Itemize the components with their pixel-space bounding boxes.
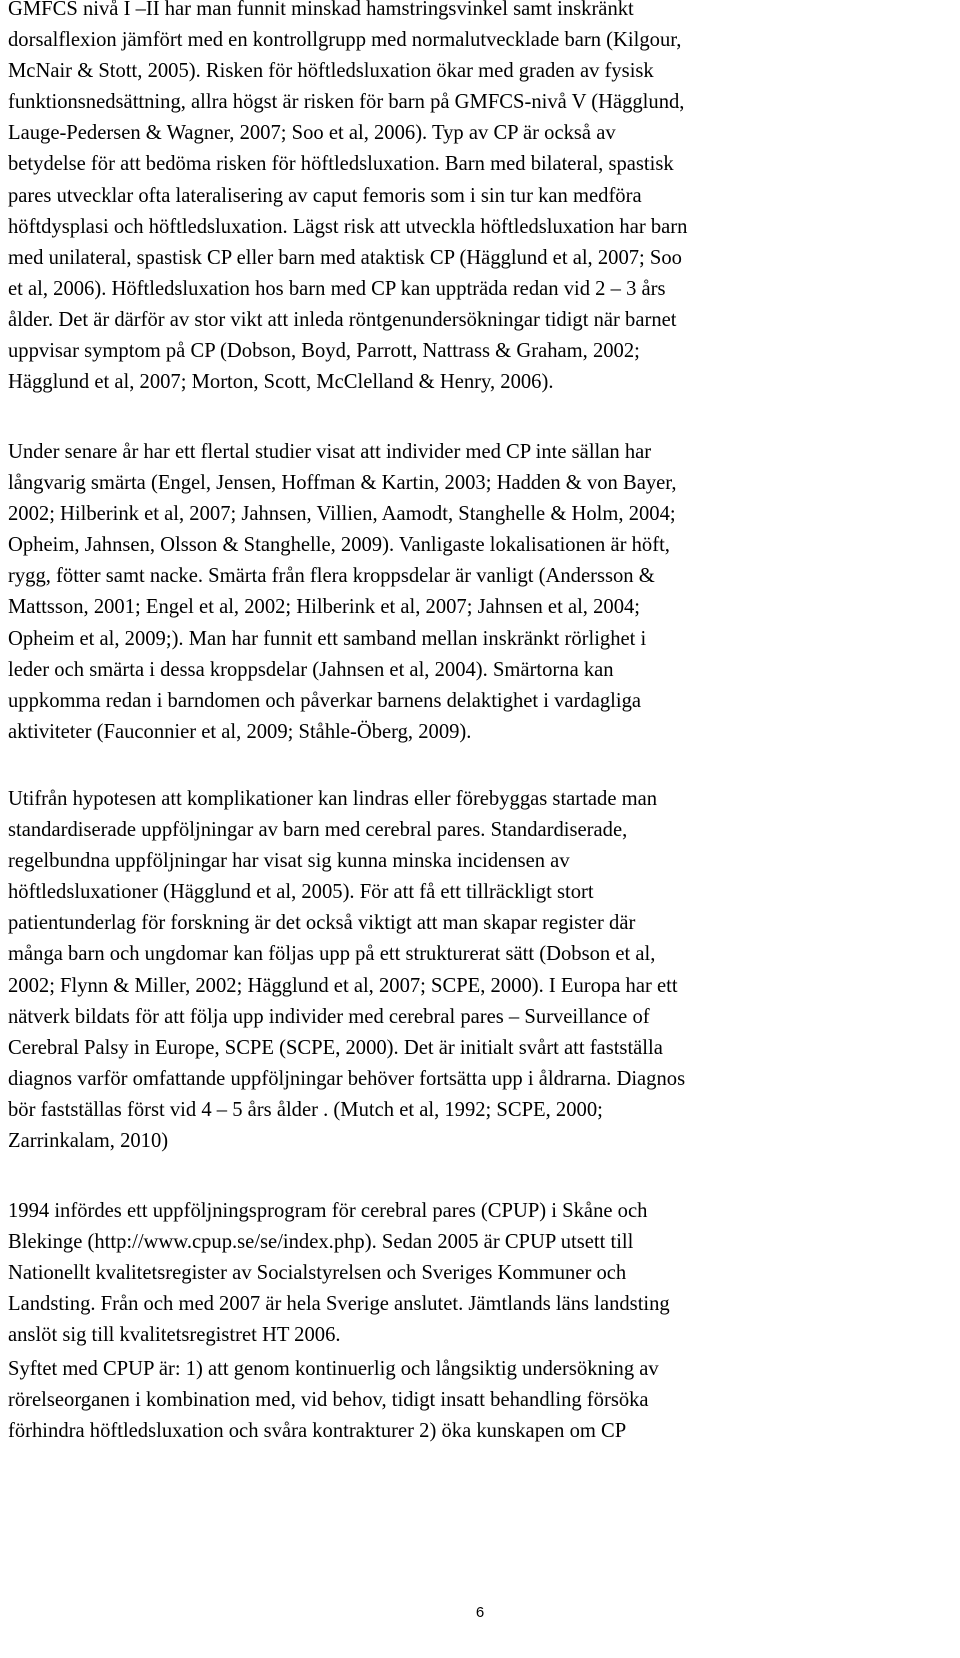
text-line: 2002; Flynn & Miller, 2002; Hägglund et al, 2007; SCPE, 2000). I Europa har ett — [8, 974, 678, 997]
text-line: dorsalflexion jämfört med en kontrollgrupp med normalutvecklade barn (Kilgour, — [8, 29, 682, 52]
text-line: Opheim et al, 2009;). Man har funnit ett samband mellan inskränkt rörlighet i — [8, 627, 647, 650]
text-line: med unilateral, spastisk CP eller barn med ataktisk CP (Hägglund et al, 2007; Soo — [8, 246, 682, 269]
text-line: Landsting. Från och med 2007 är hela Sverige anslutet. Jämtlands läns landsting — [8, 1293, 670, 1316]
text-line: pares utvecklar ofta lateralisering av caput femoris som i sin tur kan medföra — [8, 184, 642, 207]
paragraph-hip-luxation — [8, 0, 687, 398]
text-line: anslöt sig till kvalitetsregistret HT 2006. — [8, 1324, 341, 1347]
text-line: ålder. Det är därför av stor vikt att inleda röntgenundersökningar tidigt när barnet — [8, 308, 677, 331]
text-line: uppvisar symptom på CP (Dobson, Boyd, Parrott, Nattrass & Graham, 2002; — [8, 340, 640, 363]
text-line: funktionsnedsättning, allra högst är risken för barn på GMFCS-nivå V (Hägglund, — [8, 91, 685, 114]
text-line: regelbundna uppföljningar har visat sig kunna minska incidensen av — [8, 850, 570, 873]
text-line: 1994 infördes ett uppföljningsprogram för cerebral pares (CPUP) i Skåne och — [8, 1200, 648, 1222]
text-line: et al, 2006). Höftledsluxation hos barn med CP kan uppträda redan vid 2 – 3 års — [8, 277, 666, 300]
text-line: långvarig smärta (Engel, Jensen, Hoffman & Kartin, 2003; Hadden & von Bayer, — [8, 472, 677, 495]
text-line: rörelseorganen i kombination med, vid behov, tidigt insatt behandling försöka — [8, 1389, 649, 1412]
paragraph-pain — [8, 437, 677, 748]
paragraph-cpup-history — [8, 1196, 670, 1351]
text-line: rygg, fötter samt nacke. Smärta från flera kroppsdelar är vanligt (Andersson & — [8, 565, 655, 588]
text-line: leder och smärta i dessa kroppsdelar (Jahnsen et al, 2004). Smärtorna kan — [8, 658, 614, 681]
text-line: McNair & Stott, 2005). Risken för höftledsluxation ökar med graden av fysisk — [8, 60, 654, 83]
paragraph-cpup-purpose — [8, 1354, 659, 1447]
text-line: aktiviteter (Fauconnier et al, 2009; Ståhle-Öberg, 2009). — [8, 720, 472, 743]
text-line: förhindra höftledsluxation och svåra kontrakturer 2) öka kunskapen om CP — [8, 1420, 627, 1443]
text-line: Lauge-Pedersen & Wagner, 2007; Soo et al, 2006). Typ av CP är också av — [8, 122, 616, 145]
text-line: betydelse för att bedöma risken för höftledsluxation. Barn med bilateral, spastisk — [8, 153, 674, 176]
text-line: 2002; Hilberink et al, 2007; Jahnsen, Villien, Aamodt, Stanghelle & Holm, 2004; — [8, 503, 676, 526]
text-line: Opheim, Jahnsen, Olsson & Stanghelle, 2009). Vanligaste lokalisationen är höft, — [8, 534, 670, 557]
page-number: 6 — [475, 1604, 485, 1621]
text-line: höftdysplasi och höftledsluxation. Lägst risk att utveckla höftledsluxation har barn — [8, 215, 688, 238]
text-line: Cerebral Palsy in Europe, SCPE (SCPE, 2000). Det är initialt svårt att fastställa — [8, 1036, 663, 1059]
text-line: Mattsson, 2001; Engel et al, 2002; Hilberink et al, 2007; Jahnsen et al, 2004; — [8, 596, 641, 619]
text-line: uppkomma redan i barndomen och påverkar barnens delaktighet i vardagliga — [8, 689, 642, 712]
text-line: Zarrinkalam, 2010) — [8, 1130, 169, 1153]
text-line: patientunderlag för forskning är det också viktigt att man skapar register där — [8, 912, 636, 935]
text-line: standardiserade uppföljningar av barn med cerebral pares. Standardiserade, — [8, 819, 628, 842]
text-line: många barn och ungdomar kan följas upp på ett strukturerat sätt (Dobson et al, — [8, 943, 656, 966]
paragraph-follow-up — [8, 784, 685, 1157]
text-line: Syftet med CPUP är: 1) att genom kontinuerlig och långsiktig undersökning av — [8, 1358, 659, 1380]
text-line: bör fastställas först vid 4 – 5 års ålder . (Mutch et al, 1992; SCPE, 2000; — [8, 1098, 603, 1121]
text-line: Nationellt kvalitetsregister av Socialstyrelsen och Sveriges Kommuner och — [8, 1262, 627, 1285]
text-line: Utifrån hypotesen att komplikationer kan lindras eller förebyggas startade man — [8, 788, 658, 810]
text-line: GMFCS nivå I –II har man funnit minskad hamstringsvinkel samt inskränkt — [8, 0, 634, 20]
text-line: Hägglund et al, 2007; Morton, Scott, McClelland & Henry, 2006). — [8, 371, 554, 394]
text-line: Under senare år har ett flertal studier visat att individer med CP inte sällan har — [8, 441, 652, 463]
text-line: höftledsluxationer (Hägglund et al, 2005). För att få ett tillräckligt stort — [8, 881, 594, 904]
text-line: diagnos varför omfattande uppföljningar behöver fortsätta upp i åldrarna. Diagnos — [8, 1067, 686, 1090]
text-line: Blekinge (http://www.cpup.se/se/index.php). Sedan 2005 är CPUP utsett till — [8, 1231, 634, 1254]
text-line: nätverk bildats för att följa upp individer med cerebral pares – Surveillance of — [8, 1005, 650, 1028]
